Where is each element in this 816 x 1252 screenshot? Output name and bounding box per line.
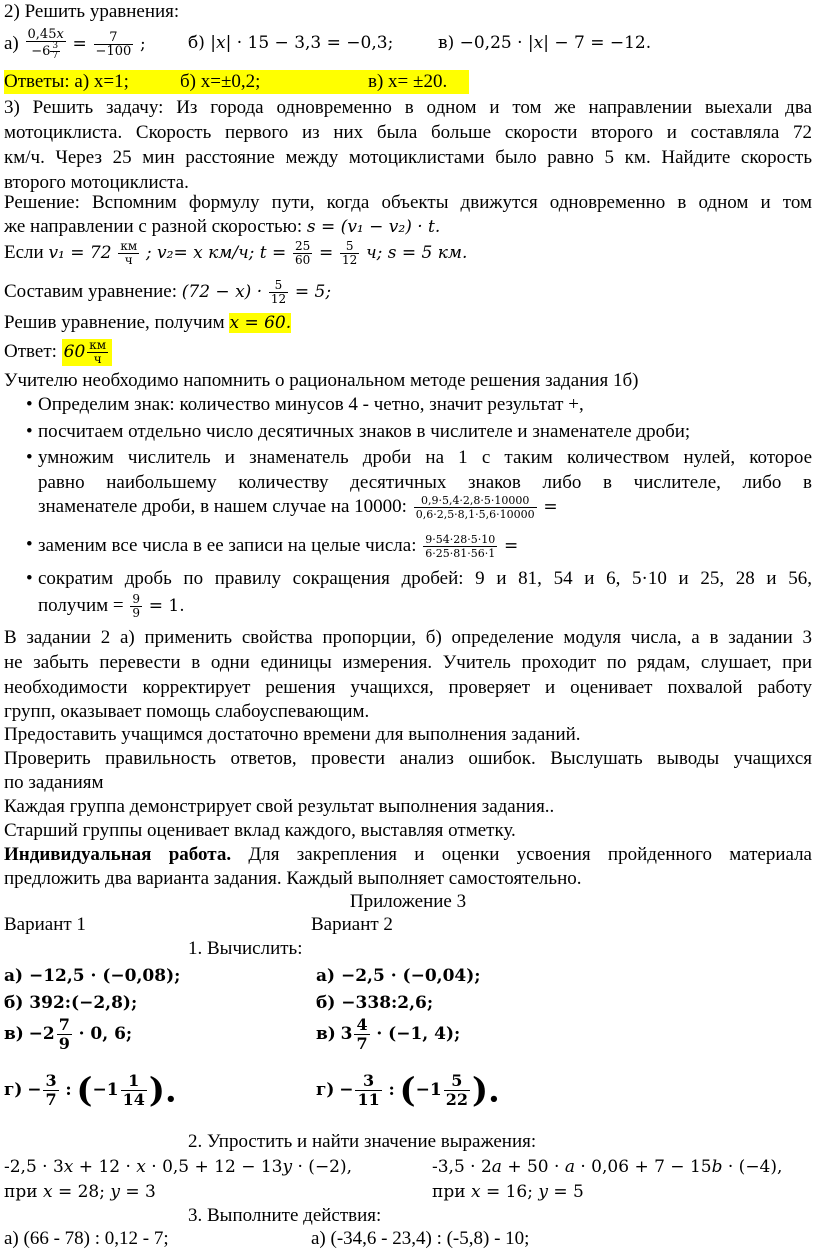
bullet-3-line3 — [38, 494, 558, 521]
close-paren: ). — [471, 1070, 500, 1111]
bullet-text — [38, 533, 518, 560]
compose-num: 5 — [269, 279, 288, 293]
t-fraction-1 — [293, 240, 312, 267]
s-value: ч; 𝑠 = 5 км. — [366, 242, 468, 263]
decimal-num: 0,9·5,4·2,8·5·10000 — [414, 494, 537, 508]
equals-sign: = — [319, 242, 334, 263]
mixed-fraction — [121, 1072, 147, 1109]
bullet-dot: • — [26, 394, 33, 415]
task2-a-label: а) — [4, 32, 19, 54]
section-1-title: 1. Вычислить: — [188, 938, 303, 959]
solved-line — [4, 311, 291, 335]
answers-highlight — [4, 70, 469, 94]
colon: : — [388, 1079, 395, 1100]
v2-and-t: ; 𝑣₂= х км/ч; 𝑡 = — [145, 242, 287, 263]
notes-p3-line2: по заданиям — [4, 772, 104, 793]
v2-values-text: при 𝑥 = 16; 𝑦 = 5 — [432, 1182, 584, 1202]
v1-task-a: а) −12,5 · (−0,08); — [4, 966, 181, 986]
mixed-whole: −1 — [415, 1079, 442, 1100]
v2-expression: -3,5 · 2𝑎 + 50 · 𝑎 · 0,06 + 7 − 15𝑏 · (−4), — [432, 1157, 783, 1177]
den: 7 — [45, 1090, 57, 1109]
task3-line4: второго мотоциклиста. — [4, 172, 189, 193]
task2-a-left-fraction — [26, 28, 66, 61]
integer-fraction — [423, 533, 497, 560]
bullet-dot: • — [26, 568, 33, 589]
task3-line3: км/ч. Через 25 мин расстояние между мотоциклистами было равно 5 км. Найдите скорость — [4, 147, 812, 168]
task2-header: 2) Решить уравнения: — [4, 1, 180, 22]
answer-label: Ответ: — [4, 340, 57, 362]
v1-values-text: при 𝑥 = 28; 𝑦 = 3 — [4, 1182, 156, 1202]
v2-task-b: б) −338:2,6; — [316, 993, 434, 1013]
mixed-fraction — [57, 1016, 72, 1053]
task-label: г) — [4, 1079, 23, 1100]
variant-1-title: Вариант 1 — [4, 914, 86, 935]
task-label: г) — [316, 1079, 335, 1100]
v2-task-d — [316, 1072, 500, 1109]
task2-c: в) −0,25 · |𝑥| − 7 = −12. — [438, 33, 652, 53]
bullet-dot: • — [26, 534, 33, 555]
mixed-num: 1 — [121, 1072, 147, 1091]
minus-sign: − — [339, 1079, 354, 1100]
t-den2: 12 — [342, 253, 358, 267]
appendix-title: Приложение 3 — [349, 891, 467, 912]
den-whole: −6 — [31, 44, 51, 59]
integer-den: 6·25·81·56·1 — [425, 547, 496, 560]
notes-p1-line3: необходимости корректирует решения учащихся, проверяет и оценивает похвалой работу — [4, 677, 812, 698]
section-3-title: 3. Выполните действия: — [188, 1205, 382, 1226]
result-num: 9 — [132, 592, 141, 606]
solution-text: же направлении с разной скоростью: — [4, 216, 303, 237]
individual-work-text: Для закрепления и оценки усвоения пройденного материала — [231, 844, 812, 865]
bullet-text: Определим знак: количество минусов 4 - четно, значит результат +, — [38, 394, 584, 415]
individual-work-heading: Индивидуальная работа. — [4, 844, 232, 865]
answer-line — [4, 339, 112, 366]
mixed-den: 14 — [122, 1090, 145, 1109]
v1-task-d — [4, 1072, 177, 1109]
compose-line — [4, 279, 331, 306]
close-paren: ). — [148, 1070, 177, 1111]
bullet-text-line1: сократим дробь по правилу сокращения дробей: 9 и 81, 54 и 6, 5·10 и 25, 28 и 56, — [38, 568, 812, 589]
fraction-denominator — [26, 42, 66, 61]
v1-task-b: б) 392:(−2,8); — [4, 993, 138, 1013]
num: 3 — [355, 1072, 381, 1091]
task-end: · 0, 6; — [78, 1023, 133, 1044]
notes-p1-line4: групп, оказывает помощь слабоуспевающим. — [4, 701, 370, 722]
answer-c: в) x= ±20. — [368, 71, 448, 92]
num: 3 — [45, 1071, 57, 1090]
v2-task-c — [316, 1016, 460, 1053]
task3-line2: мотоциклиста. Скорость первого из них была больше скорости второго и составляла 72 — [4, 122, 812, 143]
compose-fraction — [269, 279, 288, 306]
mixed-num: 4 — [356, 1015, 368, 1034]
mixed-den: 7 — [52, 51, 59, 61]
colon: : — [65, 1079, 72, 1100]
equals-sign: = — [72, 33, 87, 54]
v1-values — [4, 1180, 156, 1204]
answer-highlight — [62, 339, 112, 366]
notes-p2: Предоставить учащимся достаточно времени для выполнения заданий. — [4, 724, 581, 745]
answer-unit-num: км — [89, 338, 107, 352]
result-end: = 1. — [148, 595, 185, 616]
bullet-text-line1: умножим числитель и знаменатель дроби на 1 с таким количеством нулей, которое — [38, 447, 812, 468]
task3-line1: 3) Решить задачу: Из города одновременно в одном и том же направлении выехали два — [4, 97, 812, 118]
v2-task-a: а) −2,5 · (−0,04); — [316, 966, 481, 986]
v1-task-c — [4, 1016, 132, 1053]
v2-values — [432, 1180, 584, 1204]
fraction — [43, 1072, 58, 1109]
v1-task3-a: а) (66 - 78) : 0,12 - 7; — [4, 1228, 169, 1249]
variant-2-title: Вариант 2 — [311, 914, 393, 935]
answer-a: Ответы: а) x=1; — [4, 71, 129, 92]
den: 11 — [357, 1090, 380, 1109]
compose-label: Составим уравнение: — [4, 280, 178, 302]
given-line — [4, 240, 467, 267]
bullet-5-text: получим = — [38, 594, 124, 616]
solution-line2 — [4, 215, 440, 239]
fraction-numerator: 0,45𝑥 — [27, 27, 64, 42]
fraction-numerator: 7 — [94, 31, 134, 45]
answer-b: б) x=±0,2; — [180, 71, 261, 92]
answer-value: 60 — [63, 341, 86, 362]
equals-sign: = — [503, 535, 519, 556]
mixed-den: 7 — [356, 1034, 368, 1053]
result-fraction — [130, 593, 142, 620]
mixed-whole: 3 — [340, 1023, 353, 1044]
if-label: Если — [4, 241, 44, 263]
decimal-fraction — [414, 494, 537, 521]
bullet-3-line2-justified: равно наибольшему количеству десятичных знаков либо в числителе, либо в — [38, 472, 812, 493]
notes-p1-line2: не забыть перевести в одни единицы измерения. Учитель проходит по рядам, слушает, при — [4, 652, 812, 673]
v1-expression: -2,5 · 3𝑥 + 12 · 𝑥 · 0,5 + 12 − 13𝑦 · (−2), — [4, 1157, 353, 1177]
bullet-4-text: заменим все числа в ее записи на целые числа: — [38, 534, 417, 556]
mixed-num: 7 — [58, 1015, 70, 1034]
section-2-title: 2. Упростить и найти значение выражения: — [188, 1131, 537, 1152]
mixed-fraction — [444, 1072, 470, 1109]
task2-b: б) |𝑥| · 15 − 3,3 = −0,3; — [188, 33, 394, 53]
mixed-num: 3 — [52, 41, 59, 51]
task-label: в) — [316, 1023, 336, 1044]
minus-sign: − — [27, 1079, 42, 1100]
solution-line1: Решение: Вспомним формулу пути, когда объекты движутся одновременно в одном и том — [4, 192, 812, 213]
semicolon: ; — [140, 33, 146, 54]
answer-unit — [87, 339, 108, 366]
t-num2: 5 — [340, 240, 359, 254]
unit-den: ч — [124, 253, 133, 267]
solved-text: Решив уравнение, получим — [4, 312, 225, 333]
compose-den: 12 — [270, 292, 287, 306]
task2-a-right-fraction — [94, 31, 134, 58]
v1-value: 𝑣₁ = 72 — [48, 242, 112, 263]
notes-p1-line1: В задании 2 а) применить свойства пропорции, б) определение модуля числа, а в задании 3 — [4, 627, 812, 648]
task-label: в) — [4, 1023, 24, 1044]
notes-p5: Старший группы оценивает вклад каждого, выставляя отметку. — [4, 820, 516, 841]
bullet-text-line3: знаменателе дроби, в нашем случае на 10000: — [38, 495, 407, 517]
teacher-intro: Учителю необходимо напомнить о рациональном методе решения задания 1б) — [4, 370, 639, 391]
unit-fraction — [118, 240, 139, 267]
task2-equations — [4, 28, 146, 61]
mixed-den: 22 — [445, 1090, 468, 1109]
fraction-denominator: −100 — [95, 44, 132, 59]
bullet-5-line2 — [38, 593, 185, 620]
integer-num: 9·54·28·5·10 — [425, 533, 496, 546]
mixed-whole: −2 — [28, 1023, 55, 1044]
fraction — [355, 1072, 381, 1109]
notes-p3-line1: Проверить правильность ответов, провести анализ ошибок. Выслушать выводы учащихся — [4, 748, 812, 769]
mixed-den: 9 — [58, 1034, 70, 1053]
mixed-fraction — [354, 1016, 369, 1053]
v2-task3-a: а) (-34,6 - 23,4) : (-5,8) - 10; — [311, 1228, 530, 1249]
equals-sign: = — [543, 496, 558, 517]
bullet-dot: • — [26, 421, 33, 442]
t-num1: 25 — [295, 239, 311, 253]
notes-p6-line1 — [4, 843, 812, 867]
t-den1: 60 — [295, 253, 311, 267]
notes-p4: Каждая группа демонстрирует свой результат выполнения задания.. — [4, 796, 555, 817]
path-formula: 𝑠 = (𝑣₁ − 𝑣₂) · 𝑡. — [306, 217, 441, 237]
bullet-text: посчитаем отдельно число десятичных знаков в числителе и знаменателе дроби; — [38, 421, 691, 442]
mixed-whole: −1 — [92, 1079, 119, 1100]
notes-p6-line2: предложить два варианта задания. Каждый выполняет самостоятельно. — [4, 868, 582, 889]
solved-value: 𝑥 = 60. — [229, 313, 292, 333]
compose-expression: (72 − 𝑥) · — [181, 281, 263, 302]
unit-num: км — [120, 239, 138, 253]
task-end: · (−1, 4); — [376, 1023, 461, 1044]
compose-end: = 5; — [294, 281, 332, 302]
bullet-dot: • — [26, 447, 33, 468]
answer-unit-den: ч — [93, 352, 102, 366]
mixed-num: 5 — [444, 1072, 470, 1091]
decimal-den: 0,6·2,5·8,1·5,6·10000 — [415, 508, 535, 521]
den-mixed-fraction — [50, 42, 60, 61]
open-paren: ( — [76, 1070, 93, 1111]
result-den: 9 — [132, 606, 141, 620]
t-fraction-2 — [340, 240, 359, 267]
open-paren: ( — [399, 1070, 416, 1111]
